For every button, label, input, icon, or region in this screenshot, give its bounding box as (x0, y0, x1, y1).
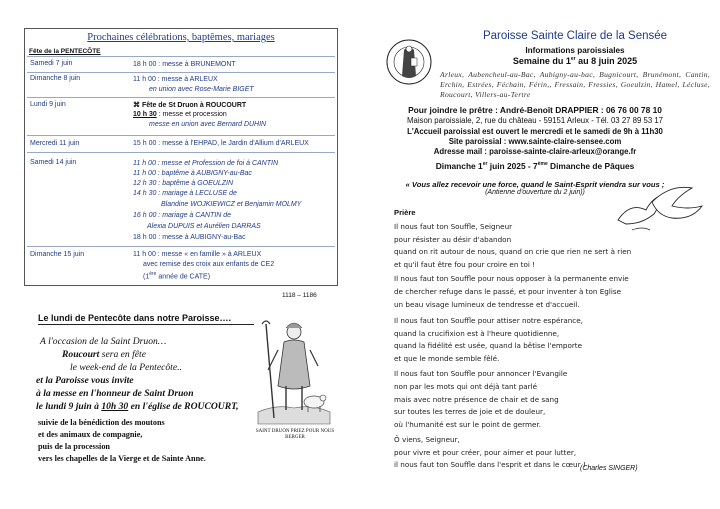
sunday-mid: juin 2025 - 7 (487, 161, 538, 171)
parish-email[interactable]: Adresse mail : paroisse-sainte-claire-arleux@orange.fr (433, 147, 637, 156)
schedule-event-note (143, 271, 210, 280)
prayer-line: de chercher refuge dans le passé, et pour inventer à ton Eglise (394, 287, 621, 296)
schedule-day: Samedi 14 juin (30, 159, 77, 166)
prayer-heading: Prière (394, 208, 416, 217)
opening-hours: L'Accueil paroissial est ouvert le mercredi et le samedi de 9h à 11h30 (407, 127, 663, 136)
divider (27, 97, 335, 98)
schedule-event: ⌘ Fête de St Druon à ROUCOURT (133, 102, 247, 109)
blessing-line: suivie de la bénédiction des moutons (38, 418, 165, 427)
antiphon-quote: « Vous allez recevoir une force, quand le Saint-Esprit viendra sur vous ; (405, 180, 665, 189)
prayer-line: non par les mots qui ont déjà tant parlé (394, 382, 538, 391)
story-line: le week-end de la Pentecôte.. (70, 362, 182, 373)
prayer-line: Ô viens, Seigneur, (394, 435, 460, 444)
saint-druon-illustration (256, 316, 332, 426)
caption-line: BERGER (285, 435, 305, 440)
parish-logo-icon (385, 30, 433, 94)
prayer-line: un beau visage lumineux de tendresse et d'accueil. (394, 300, 580, 309)
schedule-event-note: messe en union avec Bernard DUHIN (149, 121, 267, 128)
blessing-line: et des animaux de compagnie, (38, 430, 143, 439)
prayer-line: sur toutes les terres de joie et de douleur, (394, 407, 546, 416)
villages-list: Arleux, Aubencheul-au-Bac, Aubigny-au-bac, Bugnicourt, Brunémont, Cantin, Erchin, Estrées, Féchain, Férin,, Fressain, Fressies, Goeulzin, Hamel, Lécluse, Roucourt, Villers-au-Tertre (440, 70, 710, 100)
prayer-line: Il nous faut ton Souffle pour annoncer l'Evangile (394, 369, 568, 378)
priest-contact: Pour joindre le prêtre : André-Benoît DRAPPIER : 06 76 00 78 10 (408, 105, 662, 115)
parish-website[interactable]: Site paroissial : www.sainte-claire-sensee.com (448, 137, 622, 146)
story-text: sera en fête (99, 349, 146, 360)
week-pre: Semaine du 1 (512, 56, 571, 66)
story-text: en l'église de ROUCOURT, (128, 401, 239, 412)
schedule-event: 18 h 00 : messe à AUBIGNY-au-Bac (133, 234, 246, 241)
divider (27, 56, 335, 57)
schedule-event-note: Blandine WOJKIEWICZ et Benjamin MOLMY (161, 201, 302, 208)
story-line (62, 349, 146, 360)
schedule-event: 11 h 00 : messe et Profession de foi à CANTIN (133, 160, 278, 167)
divider (27, 72, 335, 73)
schedule-title: Prochaines célébrations, baptêmes, mariages (87, 32, 275, 43)
schedule-day: Dimanche 15 juin (30, 251, 85, 258)
prayer-line: quand la fidélité est usée, quand la bêtise l'emporte (394, 341, 583, 350)
schedule-event-note: en union avec Rose-Marie BIGET (149, 86, 254, 93)
schedule-event: 18 h 00 : messe à BRUNEMONT (133, 61, 236, 68)
schedule-day: Lundi 9 juin (30, 101, 66, 108)
event-time: 10 h 30 (133, 111, 157, 118)
prayer-line: et qu'il faut être fou pour croire en toi ! (394, 260, 536, 269)
event-text: : messe et procession (156, 111, 227, 118)
sunday-pre: Dimanche 1 (435, 161, 483, 171)
event-text: année de CATE) (156, 273, 211, 281)
schedule-event: 11 h 00 : baptême à AUBIGNY-au-Bac (133, 170, 252, 177)
schedule-day: Mercredi 11 juin (30, 140, 80, 147)
story-line (36, 401, 238, 412)
story-text: le lundi 9 juin à (36, 401, 102, 412)
parish-title: Paroisse Sainte Claire de la Sensée (482, 30, 668, 42)
story-line: A l'occasion de la Saint Druon… (40, 336, 167, 347)
prayer-line: Il nous faut ton Souffle, Seigneur (394, 222, 513, 231)
schedule-day: Dimanche 8 juin (30, 75, 81, 82)
prayer-line: Il nous faut ton Souffle pour nous opposer à la permanente envie (394, 274, 629, 283)
doves-icon (612, 180, 708, 236)
prayer-line: il nous faut ton Souffle dans l'esprit et dans le cœur ! (394, 460, 586, 469)
schedule-event (133, 111, 227, 118)
prayer-line: et que le monde semble fêlé. (394, 354, 500, 363)
event-text: (1 (143, 273, 150, 281)
schedule-event: 14 h 30 : mariage à LECLUSE de (133, 190, 237, 197)
parish-address: Maison paroissiale, 2, rue du château - 59151 Arleux - Tél. 03 27 89 53 17 (406, 116, 664, 125)
sunday-title (360, 161, 710, 171)
saint-caption (254, 429, 336, 441)
week-post: au 8 juin 2025 (575, 56, 638, 66)
sunday-post: Dimanche de Pâques (547, 161, 635, 171)
schedule-event: 15 h 00 : messe à l'EHPAD, le Jardin d'Allium d'ARLEUX (133, 140, 309, 147)
week-title (440, 56, 710, 66)
heading-underline (38, 324, 254, 325)
antiphon-source: (Antienne d'ouverture du 2 juin)) (485, 189, 585, 196)
blessing-line: vers les chapelles de la Vierge et de Sainte Anne. (38, 454, 206, 463)
blessing-line: puis de la procession (38, 442, 110, 451)
schedule-event: 11 h 00 : messe à ARLEUX (133, 76, 218, 83)
prayer-line: quand la crucifixion est à l'heure quotidienne, (394, 329, 560, 338)
prayer-signature: (Charles SINGER) (580, 465, 638, 472)
divider (27, 246, 335, 247)
event-sup: ère (149, 271, 157, 277)
story-line: et la Paroisse vous invite (36, 375, 134, 386)
divider (27, 135, 335, 136)
schedule-box (24, 28, 338, 286)
schedule-event: 12 h 30 : baptême à GOEULZIN (133, 180, 233, 187)
prayer-line: où l'humanité est sur le point de germer. (394, 420, 542, 429)
divider (27, 152, 335, 153)
story-time: 10h 30 (101, 401, 129, 412)
pentecote-heading: Le lundi de Pentecôte dans notre Paroisse…. (38, 313, 232, 323)
saint-years: 1118 – 1186 (282, 292, 317, 299)
prayer-line: pour vivre et pour créer, pour aimer et pour lutter, (394, 448, 577, 457)
prayer-line: mais avec notre présence de chair et de sang (394, 395, 559, 404)
sunday-sup: er (482, 161, 488, 168)
schedule-event-note: avec remise des croix aux enfants de CE2 (143, 261, 275, 268)
prayer-line: Il nous faut ton Souffle pour attiser notre espérance, (394, 316, 583, 325)
caption-line: SAINT DRUON PRIEZ POUR NOUS (255, 429, 335, 434)
story-strong: Roucourt (62, 349, 100, 360)
fete-label: Fête de la PENTECÔTE (29, 48, 101, 55)
info-title: Informations paroissiales (525, 46, 625, 55)
prayer-line: quand on rit autour de nous, quand on crie que rien ne sert à rien (394, 247, 632, 256)
story-line: à la messe en l'honneur de Saint Druon (36, 388, 194, 399)
schedule-event: 16 h 00 : mariage à CANTIN de (133, 212, 232, 219)
schedule-day: Samedi 7 juin (30, 60, 73, 67)
week-sup: er (570, 56, 576, 62)
schedule-event-note: Alexia DUPUIS et Aurélien DARRAS (147, 223, 261, 230)
prayer-line: pour résister au désir d'abandon (394, 235, 512, 244)
schedule-event: 11 h 00 : messe « en famille » à ARLEUX (133, 251, 262, 258)
sunday-sup: ème (537, 161, 548, 168)
